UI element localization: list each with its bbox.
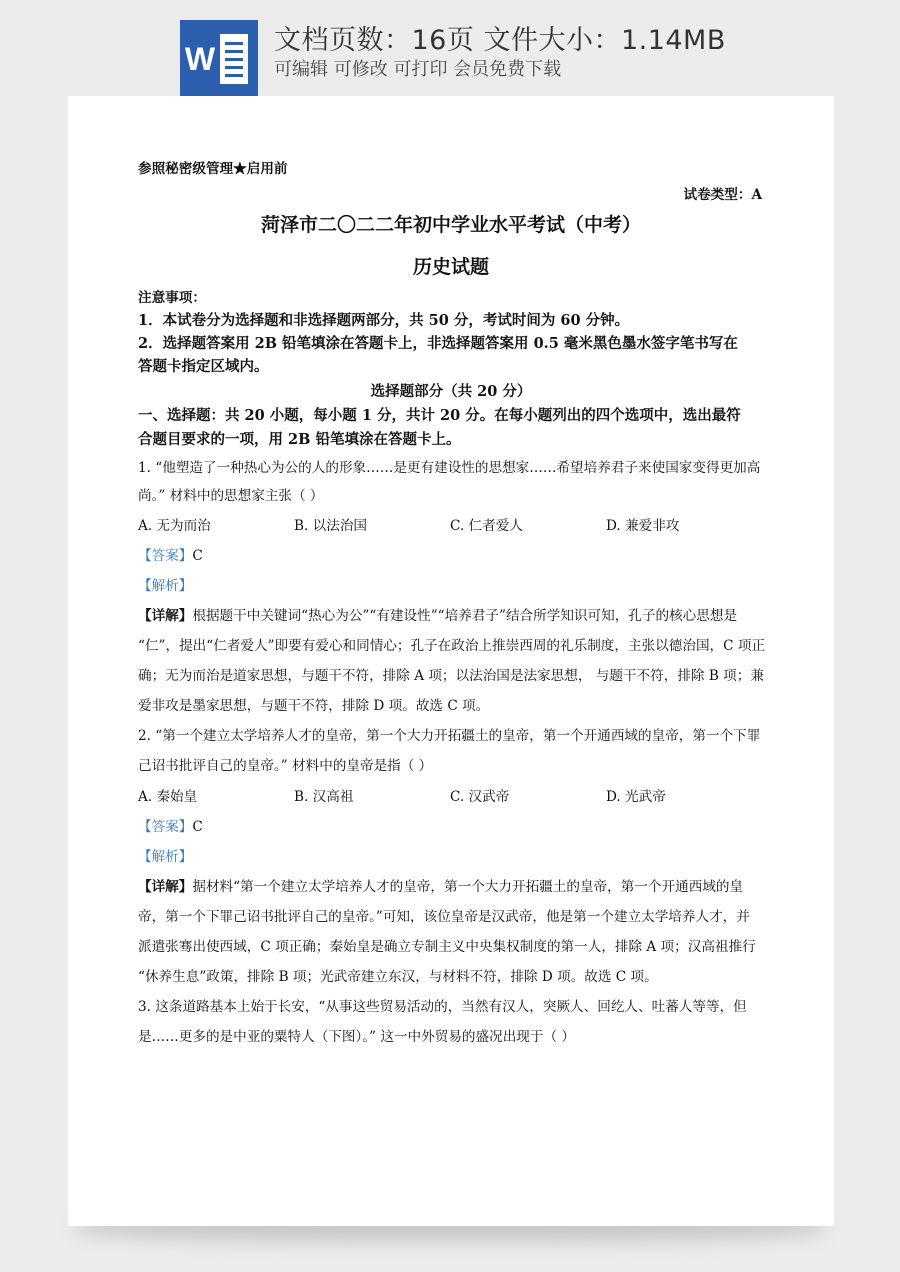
q1-stem-line1: 1. “他塑造了一种热心为公的人的形象……是更有建设性的思想家……希望培养君子来使国家变得更加高 xyxy=(138,460,761,476)
exam-title: 菏泽市二〇二二年初中学业水平考试（中考） xyxy=(260,214,641,236)
q1-option-c: C. 仁者爱人 xyxy=(450,518,523,534)
q3-stem-line1: 3. 这条道路基本上始于长安，“从事这些贸易活动的，当然有汉人，突厥人、回纥人、吐蕃人等等，但 xyxy=(138,999,747,1015)
part-instruction-line2: 合题目要求的一项，用 2B 铅笔填涂在答题卡上。 xyxy=(138,431,461,448)
q1-answer xyxy=(138,544,203,564)
file-info-subtitle: 可编辑 可修改 可打印 会员免费下载 xyxy=(274,59,562,80)
q1-analysis-tag: 【解析】 xyxy=(138,578,193,594)
download-header xyxy=(0,0,900,96)
q2-analysis-tag: 【解析】 xyxy=(138,849,193,865)
q1-detail-line3: 确；无为而治是道家思想，与题干不符，排除 A 项；以法治国是法家思想， 与题干不符，排除 B 项；兼 xyxy=(138,668,764,684)
notice-2-line2: 答题卡指定区域内。 xyxy=(138,358,269,375)
q2-answer xyxy=(138,815,203,835)
q1-option-d: D. 兼爱非攻 xyxy=(606,518,680,534)
q2-stem-line1: 2. “第一个建立太学培养人才的皇帝，第一个大力开拓疆土的皇帝，第一个开通西域的皇帝，第一个下罪 xyxy=(138,728,761,744)
word-document-icon xyxy=(180,20,258,98)
notice-heading: 注意事项： xyxy=(138,290,206,306)
secrecy-label: 参照秘密级管理★启用前 xyxy=(138,161,288,177)
q1-detail-line2: “仁”，提出“仁者爱人”即要有爱心和同情心；孔子在政治上推崇西周的礼乐制度，主张以德治国，C 项正 xyxy=(138,638,766,654)
notice-1: 1．本试卷分为选择题和非选择题两部分，共 50 分，考试时间为 60 分钟。 xyxy=(138,312,630,329)
exam-subtitle: 历史试题 xyxy=(412,256,489,278)
q1-option-a: A. 无为而治 xyxy=(138,518,211,534)
notice-2-line1: 2．选择题答案用 2B 铅笔填涂在答题卡上，非选择题答案用 0.5 毫米黑色墨水签字笔书写在 xyxy=(138,335,738,352)
answer-value: C xyxy=(192,819,203,835)
detail-text: 据材料“第一个建立太学培养人才的皇帝，第一个大力开拓疆土的皇帝，第一个开通西域的皇 xyxy=(192,879,744,895)
file-info-title: 文档页数：16页 文件大小：1.14MB xyxy=(274,25,726,56)
paper-type-label: 试卷类型：A xyxy=(683,187,762,203)
q2-detail-line2: 帝，第一个下罪己诏书批评自己的皇帝。”可知，该位皇帝是汉武帝，他是第一个建立太学培养人才，并 xyxy=(138,909,750,925)
q1-detail-line1 xyxy=(138,604,737,624)
detail-text: 根据题干中关键词“热心为公”“有建设性”“培养君子”结合所学知识可知，孔子的核心思想是 xyxy=(192,608,738,624)
q1-stem-line2: 尚。” 材料中的思想家主张（ ） xyxy=(138,488,324,504)
svg-text:W: W xyxy=(184,41,216,77)
q2-detail-line4: “休养生息”政策，排除 B 项；光武帝建立东汉，与材料不符，排除 D 项。故选 C 项。 xyxy=(138,969,658,985)
q2-option-b: B. 汉高祖 xyxy=(294,789,354,805)
detail-tag: 【详解】 xyxy=(138,879,193,895)
q2-detail-line3: 派遣张骞出使西域，C 项正确；秦始皇是确立专制主义中央集权制度的第一人，排除 A 项；汉高祖推行 xyxy=(138,939,756,955)
q3-stem-line2: 是……更多的是中亚的粟特人（下图）。” 这一中外贸易的盛况出现于（ ） xyxy=(138,1029,575,1045)
q2-option-c: C. 汉武帝 xyxy=(450,789,510,805)
q1-option-b: B. 以法治国 xyxy=(294,518,368,534)
document-page xyxy=(68,96,834,1226)
q2-option-d: D. 光武帝 xyxy=(606,789,666,805)
detail-tag: 【详解】 xyxy=(138,608,193,624)
section-heading: 选择题部分（共 20 分） xyxy=(370,383,532,400)
q2-option-a: A. 秦始皇 xyxy=(138,789,198,805)
answer-value: C xyxy=(192,548,203,564)
part-instruction-line1: 一、选择题：共 20 小题，每小题 1 分，共计 20 分。在每小题列出的四个选项中，选出最符 xyxy=(138,407,741,424)
answer-tag: 【答案】 xyxy=(138,548,193,564)
q2-stem-line2: 己诏书批评自己的皇帝。” 材料中的皇帝是指（ ） xyxy=(138,758,433,774)
q1-detail-line4: 爱非攻是墨家思想，与题干不符，排除 D 项。故选 C 项。 xyxy=(138,698,490,714)
q2-detail-line1 xyxy=(138,875,743,895)
answer-tag: 【答案】 xyxy=(138,819,193,835)
